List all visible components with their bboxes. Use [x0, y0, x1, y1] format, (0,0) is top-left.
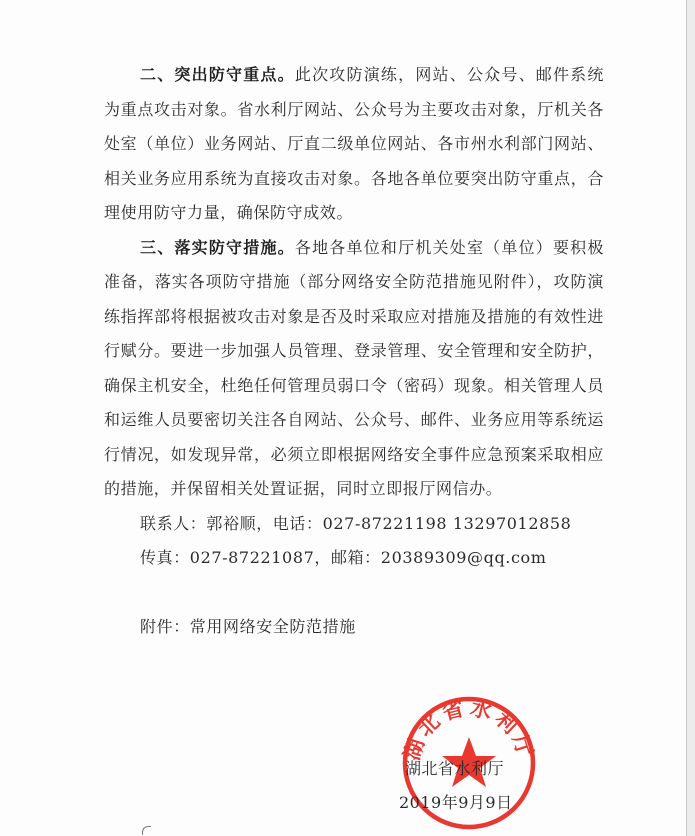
section-3-heading: 三、落实防守措施。 [140, 237, 295, 257]
seal-arc-textpath: 湖北省水利厅 [399, 695, 539, 764]
page-edge [686, 0, 695, 836]
section-2-heading: 二、突出防守重点。 [140, 65, 295, 84]
signature-date: 2019年9月9日 [399, 793, 513, 812]
fax-email-line: 传真：027-87221087，邮箱：20389309@qq.com [140, 548, 547, 567]
attachment-line: 附件：常用网络安全防范措施 [140, 616, 356, 636]
section-2-paragraph [104, 58, 604, 231]
contact-line: 联系人：郭裕顺，电话：027-87221198 13297012858 [140, 513, 572, 533]
section-3-paragraph [104, 231, 604, 507]
section-3-body: 各地各单位和厅机关处室（单位）要积极准备，落实各项防守措施（部分网络安全防范措施见附件），攻防演练指挥部将根据被攻击对象是否及时采取应对措施及措施的有效性进行赋分。要进一步加强人员管理、登录管理、安全管理和安全防护，确保主机安全，杜绝任何管理员弱口令（密码）现象。相关管理人员和运维人员要密切关注各自网站、公众号、邮件、业务应用等系统运行情况，如发现异常，必须立即根据网络安全事件应急预案采取相应的措施，并保留相关处置证据，同时立即报厅网信办。 [104, 237, 604, 498]
corner-mark [142, 826, 151, 835]
document-body [104, 58, 604, 644]
signature-org: 湖北省水利厅 [405, 759, 505, 778]
section-2-body: 此次攻防演练，网站、公众号、邮件系统为重点攻击对象。省水利厅网站、公众号为主要攻击对象，厅机关各处室（单位）业务网站、厅直二级单位网站、各市州水利部门网站、相关业务应用系统为直接攻击对象。各地各单位要突出防守重点，合理使用防守力量，确保防守成效。 [104, 65, 604, 222]
